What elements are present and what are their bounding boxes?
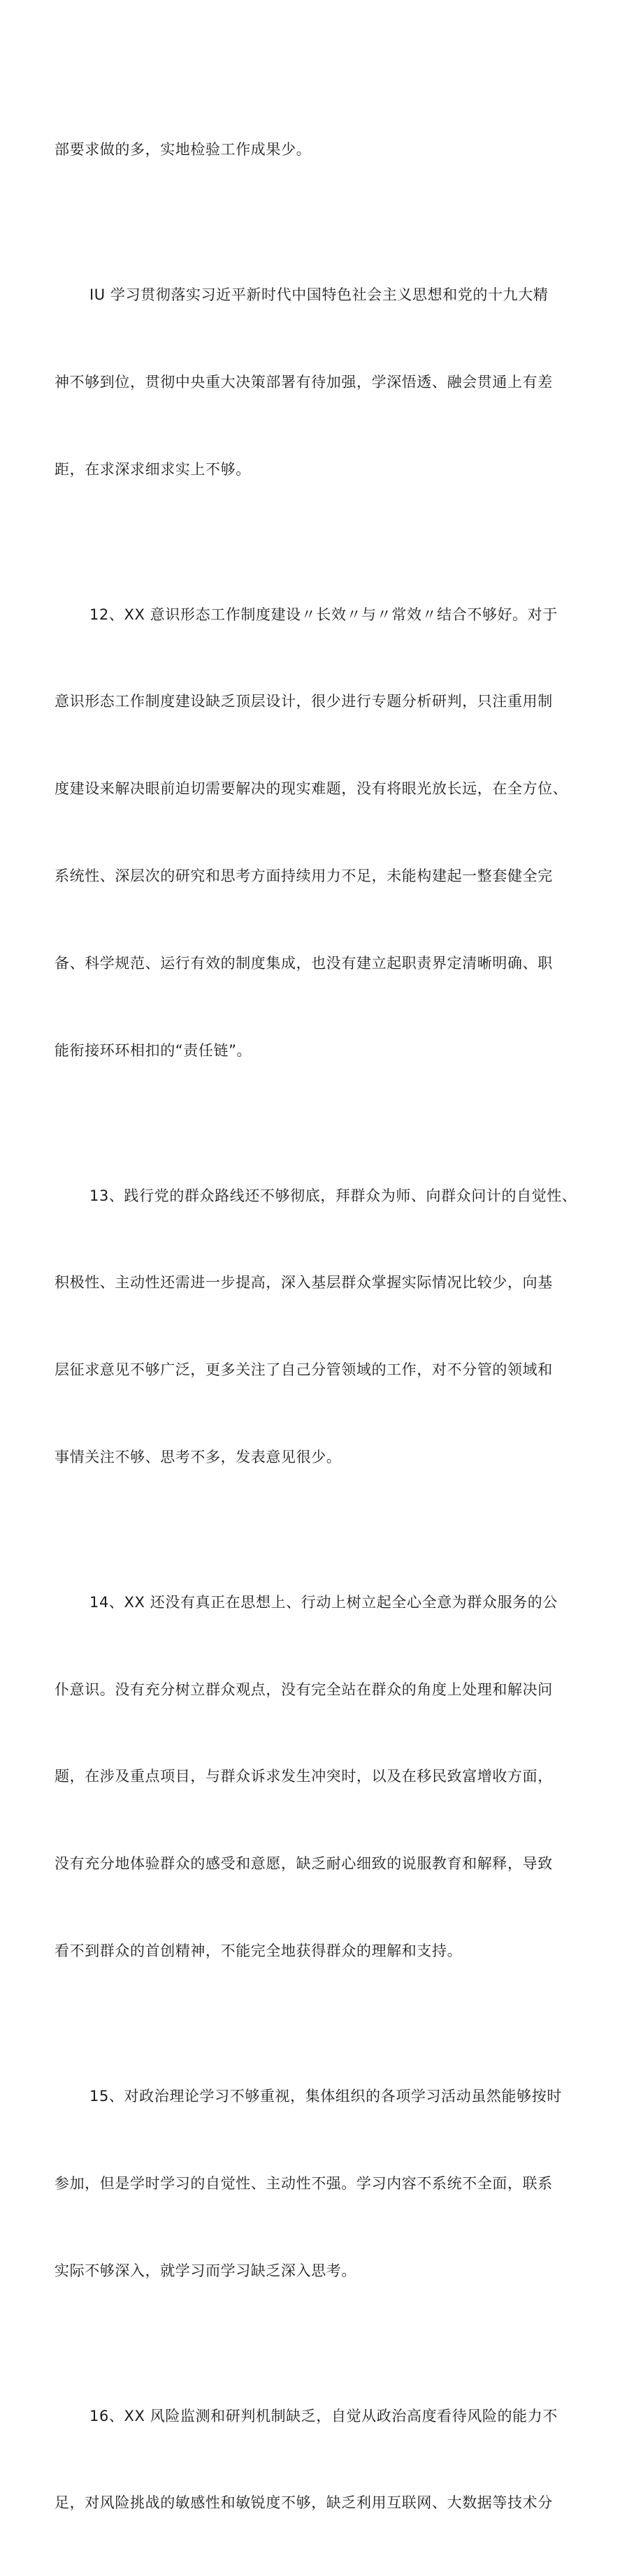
text-line: 备、科学规范、运行有效的制度集成，也没有建立起职责界定清晰明确、职 xyxy=(55,954,553,972)
paragraph-item-11 xyxy=(55,223,596,543)
text-line: 积极性、主动性还需进一步提高，深入基层群众掌握实际情况比较少，向基 xyxy=(55,1274,553,1291)
text-line: 16、XX 风险监测和研判机制缺乏，自觉从政治高度看待风险的能力不 xyxy=(89,2407,558,2424)
text-line: 参加，但是学时学习的自觉性、主动性不强。学习内容不系统不全面，联系 xyxy=(55,2174,553,2192)
paragraph-continued xyxy=(55,78,596,223)
text-line: 12、XX 意识形态工作制度建设〃长效〃与〃常效〃结合不够好。对于 xyxy=(89,606,558,623)
text-line: 意识形态工作制度建设缺乏顶层设计，很少进行专题分析研判，只注重用制 xyxy=(55,693,553,710)
text-line: 系统性、深层次的研究和思考方面持续用力不足，未能构建起一整套健全完 xyxy=(55,868,553,885)
paragraph-item-13 xyxy=(55,1123,596,1530)
text-line: 仆意识。没有充分树立群众观点，没有完全站在群众的角度上处理和解决问 xyxy=(55,1681,553,1698)
paragraph-item-12 xyxy=(55,543,596,1124)
text-line: 距，在求深求细求实上不够。 xyxy=(55,460,251,478)
paragraph-item-15 xyxy=(55,2024,596,2344)
text-line: 足，对风险挑战的敏感性和敏锐度不够，缺乏利用互联网、大数据等技术分 xyxy=(55,2494,553,2512)
paragraph-item-16 xyxy=(55,2343,596,2576)
text-line: 神不够到位，贯彻中央重大决策部署有待加强，学深悟透、融会贯通上有差 xyxy=(55,373,553,390)
document-body xyxy=(55,78,596,2576)
text-line: 没有充分地体验群众的感受和意愿，缺乏耐心细致的说服教育和解释，导致 xyxy=(55,1855,553,1873)
paragraph-item-14 xyxy=(55,1530,596,2024)
text-line: 能衔接环环相扣的“责任链”。 xyxy=(55,1041,252,1059)
text-line: 题，在涉及重点项目，与群众诉求发生冲突时，以及在移民致富增收方面， xyxy=(55,1768,553,1785)
text-line: 事情关注不够、思考不多，发表意见很少。 xyxy=(55,1448,342,1465)
text-line: 看不到群众的首创精神，不能完全地获得群众的理解和支持。 xyxy=(55,1942,463,1959)
text-line: 15、对政治理论学习不够重视，集体组织的各项学习活动虽然能够按时 xyxy=(89,2087,562,2105)
text-line: 13、践行党的群众路线还不够彻底，拜群众为师、向群众问计的自觉性、 xyxy=(89,1187,577,1204)
text-line: IU 学习贯彻落实习近平新时代中国特色社会主义思想和党的十九大精 xyxy=(89,286,549,304)
text-line: 度建设来解决眼前迫切需要解决的现实难题，没有将眼光放长远，在全方位、 xyxy=(55,780,568,798)
text-line: 部要求做的多，实地检验工作成果少。 xyxy=(55,141,312,159)
text-line: 实际不够深入，就学习而学习缺乏深入思考。 xyxy=(55,2262,356,2279)
text-line: 14、XX 还没有真正在思想上、行动上树立起全心全意为群众服务的公 xyxy=(89,1593,558,1611)
text-line: 层征求意见不够广泛，更多关注了自己分管领域的工作，对不分管的领域和 xyxy=(55,1361,553,1379)
